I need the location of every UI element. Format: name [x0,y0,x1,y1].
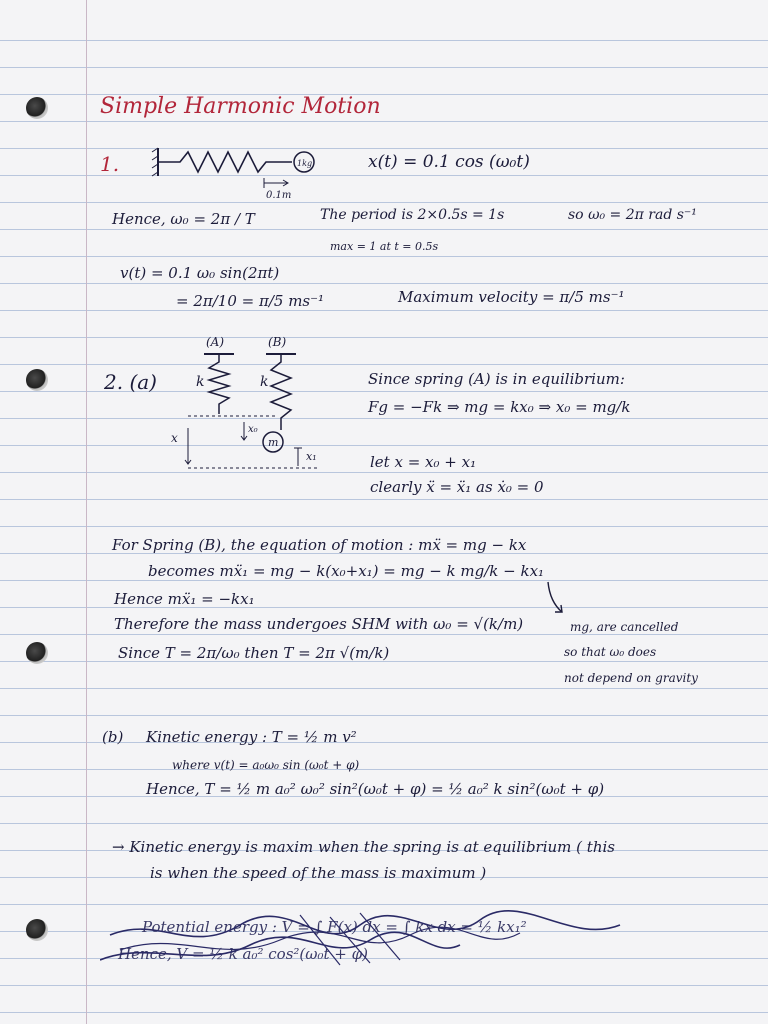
hence-omega: Hence, ω₀ = 2π / T [112,210,255,228]
omega-text: so ω₀ = 2π rad s⁻¹ [568,207,697,223]
hence-line-2a: Hence mẍ₁ = −kx₁ [114,590,255,608]
period-text: The period is 2×0.5s = 1s [320,207,505,223]
spring-a-k: k [196,374,205,390]
let-text: let x = x₀ + x₁ [370,453,477,471]
gravity-note-1: mg, are cancelled [570,620,679,634]
kinetic-energy-result: Hence, T = ½ m a₀² ω₀² sin²(ω₀t + φ) = ½ a₀² k sin²(ω₀t + φ) [146,780,605,798]
spring-a-label: (A) [206,335,225,349]
force-equation: Fg = −Fk ⇒ mg = kx₀ ⇒ x₀ = mg/k [368,398,631,416]
gravity-note-3: not depend on gravity [564,671,698,685]
spring-b-label: (B) [268,335,287,349]
margin-line [86,0,87,1024]
curved-arrow-icon [540,580,570,620]
displacement-label: 0.1m [266,190,292,200]
scribble-strikethrough [100,905,660,975]
page-title: Simple Harmonic Motion [100,94,381,119]
crossed-potential-line: Potential energy : V = ∫ F(x) dx = ∫ kx dx = ½ kx₁² [142,918,527,936]
x-axis-label: x [171,431,178,445]
shm-line: Therefore the mass undergoes SHM with ω₀ = √(k/m) [114,615,524,633]
punch-hole [26,97,48,119]
period-line: Since T = 2π/ω₀ then T = 2π √(m/k) [118,644,390,662]
punch-hole [26,369,48,391]
max-note: max = 1 at t = 0.5s [330,240,439,253]
kinetic-max-line-2: is when the speed of the mass is maximum ) [150,864,487,882]
equilibrium-text: Since spring (A) is in equilibrium: [368,370,625,388]
question-2a-label: 2. (a) [104,370,157,394]
velocity-where-line: where v(t) = a₀ω₀ sin (ω₀t + φ) [172,758,360,772]
kinetic-energy-line: Kinetic energy : T = ½ m v² [146,728,357,746]
punch-hole [26,642,48,664]
position-equation: x(t) = 0.1 cos (ω₀t) [368,152,530,172]
x0-label: x₀ [248,424,258,435]
spring-b-k: k [260,374,269,390]
max-velocity: Maximum velocity = π/5 ms⁻¹ [398,288,625,306]
mass-label: 1kg [297,159,313,168]
crossed-hence-line: Hence, V = ½ k a₀² cos²(ω₀t + φ) [118,945,368,963]
gravity-note-2: so that ω₀ does [564,645,657,659]
question-2b-label: (b) [102,728,124,746]
x1-label: x₁ [306,450,317,463]
question-1-number: 1. [100,152,120,176]
mass-m-label: m [268,436,279,449]
spring-mass-diagram-1 [150,140,330,200]
velocity-result: = 2π/10 = π/5 ms⁻¹ [176,292,325,310]
clearly-text: clearly ẍ = ẍ₁ as ẋ₀ = 0 [370,478,544,496]
becomes-line: becomes mẍ₁ = mg − k(x₀+x₁) = mg − k mg/k − kx₁ [148,562,545,580]
velocity-equation: v(t) = 0.1 ω₀ sin(2πt) [120,264,280,282]
spring-b-equation: For Spring (B), the equation of motion : mẍ = mg − kx [112,536,527,554]
punch-hole [26,919,48,941]
two-spring-diagram [168,332,338,480]
kinetic-max-line-1: → Kinetic energy is maxim when the spring is at equilibrium ( this [112,838,615,856]
